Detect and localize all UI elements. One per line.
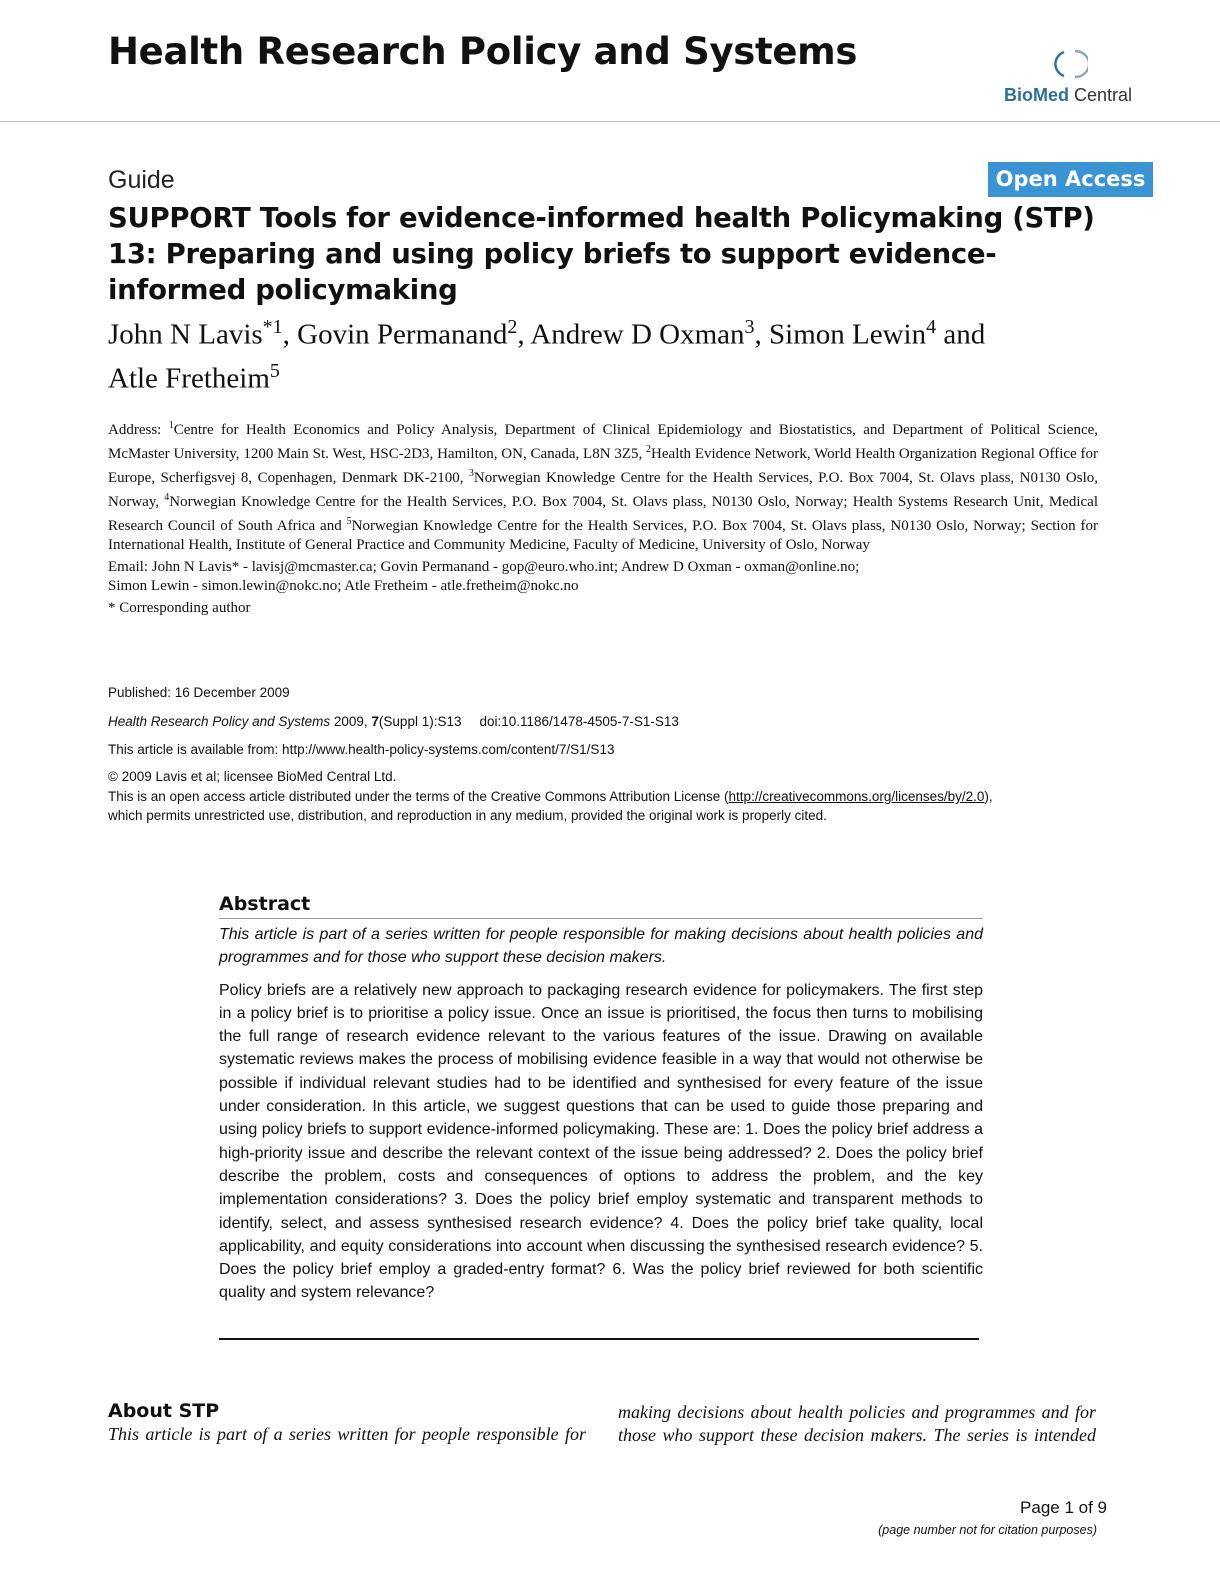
journal-header <box>0 0 1220 122</box>
publisher-name: BioMed Central <box>1004 85 1133 105</box>
affiliations <box>108 416 1098 555</box>
abstract-body: Policy briefs are a relatively new approach to packaging research evidence for policymakers. The first step in a policy brief is to prioritise a policy issue. Once an issue is prioritised, the focus then turns to mobilising the full range of research evidence relevant to the various features of the issue. Drawing on available systematic reviews makes the process of mobilising evidence feasible in a way that would not otherwise be possible if individual relevant studies had to be identified and synthesised for every feature of the issue under consideration. In this article, we suggest questions that can be used to guide those preparing and using policy briefs to support evidence-informed policymaking. These are: 1. Does the policy brief address a high-priority issue and describe the relevant context of the issue being addressed? 2. Does the policy brief describe the problem, costs and consequences of options to address the problem, and the key implementation considerations? 3. Does the policy brief employ systematic and transparent methods to identify, select, and assess synthesised research evidence? 4. Does the policy brief take quality, local applicability, and equity considerations into account when discussing the synthesised research evidence? 5. Does the policy brief employ a graded-entry format? 6. Was the policy brief reviewed for both scientific quality and system relevance? <box>219 981 983 1302</box>
abstract-heading: Abstract <box>219 892 983 919</box>
citation-volume: 7 <box>371 714 379 729</box>
email-line: Email: John N Lavis* - lavisj@mcmaster.ca; Govin Permanand - gop@euro.who.int; Andrew D Oxman - oxman@online.no; <box>108 559 860 575</box>
author-affiliation-marker: *1 <box>262 316 283 338</box>
affiliation-marker: 3 <box>468 468 474 479</box>
author-name: Atle Fretheim <box>108 362 270 395</box>
citation-journal: Health Research Policy and Systems <box>108 714 331 729</box>
author-separator: , <box>282 318 298 351</box>
published-date: Published: 16 December 2009 <box>108 685 290 700</box>
author-emails <box>108 558 1098 596</box>
affiliation-marker: 5 <box>346 516 352 527</box>
author-affiliation-marker: 5 <box>269 359 280 382</box>
author-name: John N Lavis <box>108 318 263 351</box>
body-text-left-column: This article is part of a series written for people responsible for <box>108 1424 586 1444</box>
author-affiliation-marker: 3 <box>744 316 755 338</box>
affiliation-text: Norwegian Knowledge Centre for the Health Services, P.O. Box 7004, St. Olavs plass, N0130 Oslo, Norway; Health Systems Research Unit, Medical Research Council of South Africa and <box>108 494 1099 534</box>
page-number-note: (page number not for citation purposes) <box>878 1523 1097 1537</box>
article-title: SUPPORT Tools for evidence-informed health Policymaking (STP) 13: Preparing and using policy briefs to support evidence-informed policymaking <box>108 202 1095 306</box>
author-name: Govin Permanand <box>297 318 508 351</box>
availability-line: This article is available from: http://www.health-policy-systems.com/content/7/S1/S13 <box>108 742 615 757</box>
biomed-central-ring-icon <box>1052 48 1088 80</box>
citation-line <box>108 712 1108 731</box>
article-type: Guide <box>108 166 175 194</box>
affiliation-marker: 2 <box>646 444 652 455</box>
journal-title: Health Research Policy and Systems <box>108 30 858 73</box>
author-affiliation-marker: 2 <box>507 316 518 338</box>
publisher-logo <box>1004 44 1144 110</box>
body-text-right-column: making decisions about health policies and programmes and for those who support these decision makers. The series is intended <box>618 1402 1096 1445</box>
abstract-lead: This article is part of a series written for people responsible for making decisions about health policies and programmes and for those who support these decision makers. <box>219 926 983 967</box>
open-access-badge: Open Access <box>988 162 1153 197</box>
affiliation-marker: 4 <box>164 492 170 503</box>
affiliation-text: Norwegian Knowledge Centre for the Health Services, P.O. Box 7004, St. Olavs plass, N0130 Oslo, Norway; Section for International Health, Institute of General Practice and Community Medicine, Faculty of Medicine, University of Oslo, Norway <box>108 518 1098 553</box>
affiliation-text: Norwegian Knowledge Centre for the Health Services, P.O. Box 7004, St. Olavs plass, N0130 Oslo, Norway, <box>108 470 1098 510</box>
author-separator: , <box>517 318 531 351</box>
author-separator: and <box>936 318 986 351</box>
author-affiliation-marker: 4 <box>926 316 937 338</box>
author-list <box>108 309 1108 396</box>
affiliation-text: Address: <box>108 422 169 438</box>
citation-year: 2009, <box>330 714 372 729</box>
author-name: Andrew D Oxman <box>530 318 745 351</box>
email-line: Simon Lewin - simon.lewin@nokc.no; Atle Fretheim - atle.fretheim@nokc.no <box>108 578 579 594</box>
abstract-divider <box>219 1338 979 1340</box>
license-text: This is an open access article distributed under the terms of the Creative Commons Attribution License (http://creativecommons.org/licenses/by/2.0), which permits unrestricted use, distribution, and reproduction in any medium, provided the original work is properly cited. <box>108 789 993 823</box>
license-link[interactable]: http://creativecommons.org/licenses/by/2.0 <box>728 789 985 804</box>
affiliation-text: Health Evidence Network, World Health Organization Regional Office for Europe, Scherfigsvej 8, Copenhagen, Denmark DK-2100, <box>108 446 1098 486</box>
author-separator: , <box>754 318 770 351</box>
citation-doi: doi:10.1186/1478-4505-7-S1-S13 <box>479 714 679 729</box>
copyright-line: © 2009 Lavis et al; licensee BioMed Central Ltd. <box>108 769 397 784</box>
affiliation-text: Centre for Health Economics and Policy Analysis, Department of Clinical Epidemiology and Biostatistics, and Department of Political Science, McMaster University, 1200 Main St. West, HSC-2D3, Hamilton, ON, Canada, L8N 3Z5, <box>108 422 1099 462</box>
page-number: Page 1 of 9 <box>1020 1498 1107 1517</box>
abstract-section <box>219 892 983 1305</box>
section-heading: About STP <box>108 1400 220 1422</box>
author-name: Simon Lewin <box>769 318 927 351</box>
corresponding-author-note: * Corresponding author <box>108 600 251 616</box>
affiliation-marker: 1 <box>168 420 174 431</box>
citation-issue: (Suppl 1):S13 <box>378 714 462 729</box>
